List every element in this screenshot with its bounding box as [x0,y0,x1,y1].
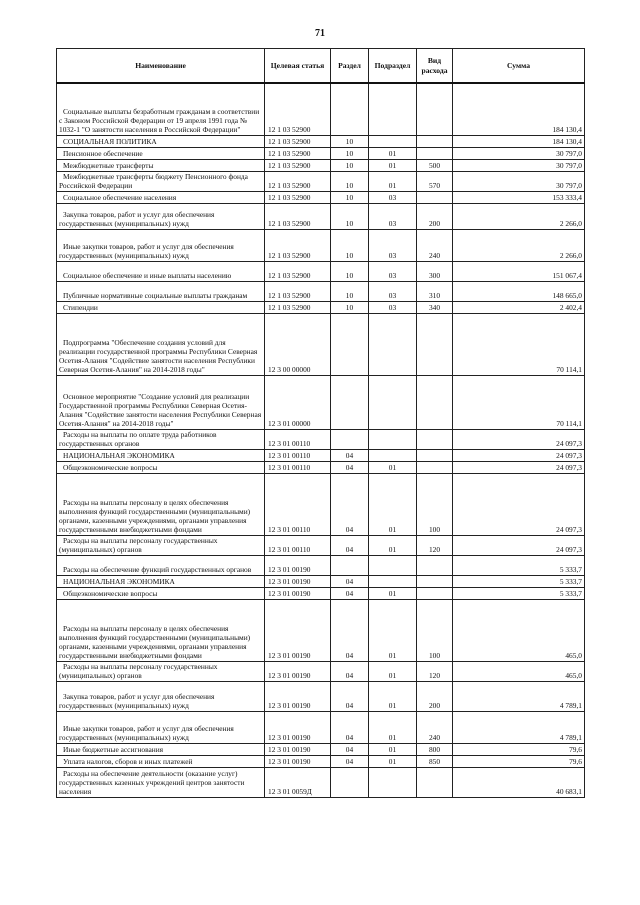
row-expense-kind: 240 [417,711,453,743]
row-subsection [369,375,417,429]
row-name: Подпрограмма "Обеспечение создания условий для реализации государственной программы Республики Северная Осетия-Алания "Содействие занятости населения Республики Северная Осетия-Алания" на 2014-2018 годы" [57,313,265,375]
row-section [331,555,369,575]
row-name: Общеэкономические вопросы [57,461,265,473]
table-row [57,261,585,281]
row-sum: 40 683,1 [453,767,585,797]
row-sum: 24 097,3 [453,449,585,461]
table-row [57,83,585,135]
row-subsection [369,575,417,587]
row-name: Социальные выплаты безработным гражданам в соответствии с Законом Российской Федерации от 19 апреля 1991 года № 1032-1 "О занятости населения в Российской Федерации" [57,83,265,135]
row-section: 04 [331,661,369,681]
row-expense-kind: 120 [417,535,453,555]
row-target-article: 12 3 01 00190 [265,711,331,743]
row-subsection: 01 [369,711,417,743]
row-sum: 30 797,0 [453,171,585,191]
row-sum: 24 097,3 [453,535,585,555]
row-target-article: 12 3 01 00190 [265,661,331,681]
row-sum: 5 333,7 [453,555,585,575]
table-body [57,83,585,797]
row-section: 10 [331,261,369,281]
row-section: 04 [331,473,369,535]
row-section: 04 [331,587,369,599]
row-sum: 2 266,0 [453,203,585,229]
row-sum: 151 067,4 [453,261,585,281]
row-sum: 184 130,4 [453,83,585,135]
row-target-article: 12 1 03 52900 [265,301,331,313]
row-expense-kind [417,587,453,599]
row-target-article: 12 3 01 00110 [265,449,331,461]
row-target-article: 12 3 01 00190 [265,599,331,661]
row-section: 10 [331,135,369,147]
row-sum: 2 402,4 [453,301,585,313]
row-subsection: 01 [369,473,417,535]
row-target-article: 12 1 03 52900 [265,171,331,191]
row-section: 04 [331,755,369,767]
row-expense-kind [417,313,453,375]
row-subsection: 03 [369,281,417,301]
row-name: СОЦИАЛЬНАЯ ПОЛИТИКА [57,135,265,147]
row-name: Иные бюджетные ассигнования [57,743,265,755]
row-sum: 24 097,3 [453,473,585,535]
row-name: Расходы на обеспечение деятельности (оказание услуг) государственных казенных учреждений центров занятости населения [57,767,265,797]
table-row [57,555,585,575]
row-target-article: 12 1 03 52900 [265,135,331,147]
table-row [57,755,585,767]
row-sum: 79,6 [453,743,585,755]
row-name: Закупка товаров, работ и услуг для обеспечения государственных (муниципальных) нужд [57,681,265,711]
row-target-article: 12 1 03 52900 [265,83,331,135]
row-section: 10 [331,159,369,171]
header-name: Наименование [57,49,265,84]
table-row [57,575,585,587]
row-name: Расходы на выплаты по оплате труда работников государственных органов [57,429,265,449]
table-row [57,313,585,375]
row-expense-kind: 240 [417,229,453,261]
row-expense-kind: 200 [417,681,453,711]
table-row [57,473,585,535]
row-target-article: 12 3 01 00190 [265,587,331,599]
row-subsection: 01 [369,681,417,711]
row-target-article: 12 3 01 00110 [265,429,331,449]
header-target-article: Целевая статья [265,49,331,84]
row-expense-kind [417,191,453,203]
table-row [57,429,585,449]
row-target-article: 12 1 03 52900 [265,203,331,229]
row-section [331,313,369,375]
row-sum: 30 797,0 [453,147,585,159]
row-target-article: 12 3 01 00190 [265,755,331,767]
row-section: 10 [331,191,369,203]
row-expense-kind [417,83,453,135]
table-row [57,281,585,301]
table-row [57,743,585,755]
row-section: 04 [331,743,369,755]
row-sum: 79,6 [453,755,585,767]
budget-table [56,48,585,798]
row-subsection [369,135,417,147]
row-name: Уплата налогов, сборов и иных платежей [57,755,265,767]
table-row [57,711,585,743]
row-name: Пенсионное обеспечение [57,147,265,159]
row-section: 10 [331,203,369,229]
header-sum: Сумма [453,49,585,84]
row-expense-kind [417,461,453,473]
row-section: 04 [331,711,369,743]
row-expense-kind [417,147,453,159]
row-expense-kind: 100 [417,473,453,535]
table-row [57,587,585,599]
row-section [331,83,369,135]
row-subsection: 03 [369,203,417,229]
row-section: 04 [331,461,369,473]
row-subsection: 01 [369,535,417,555]
row-expense-kind [417,449,453,461]
row-name: НАЦИОНАЛЬНАЯ ЭКОНОМИКА [57,575,265,587]
row-subsection [369,767,417,797]
row-target-article: 12 1 03 52900 [265,159,331,171]
row-expense-kind [417,429,453,449]
row-section: 10 [331,171,369,191]
row-section: 04 [331,535,369,555]
row-expense-kind [417,575,453,587]
row-expense-kind [417,135,453,147]
row-name: Общеэкономические вопросы [57,587,265,599]
row-subsection: 01 [369,599,417,661]
table-row [57,767,585,797]
table-row [57,159,585,171]
table-row [57,535,585,555]
row-sum: 24 097,3 [453,461,585,473]
row-sum: 465,0 [453,599,585,661]
row-subsection: 03 [369,301,417,313]
row-target-article: 12 1 03 52900 [265,229,331,261]
row-target-article: 12 3 01 0059Д [265,767,331,797]
row-name: Социальное обеспечение населения [57,191,265,203]
row-target-article: 12 1 03 52900 [265,261,331,281]
row-expense-kind: 310 [417,281,453,301]
table-row [57,681,585,711]
row-expense-kind: 800 [417,743,453,755]
row-sum: 148 665,0 [453,281,585,301]
row-sum: 465,0 [453,661,585,681]
row-target-article: 12 3 01 00110 [265,535,331,555]
row-name: Межбюджетные трансферты бюджету Пенсионного фонда Российской Федерации [57,171,265,191]
row-subsection [369,449,417,461]
row-section: 10 [331,281,369,301]
row-name: Расходы на выплаты персоналу государственных (муниципальных) органов [57,535,265,555]
row-sum: 70 114,1 [453,313,585,375]
row-subsection: 01 [369,587,417,599]
row-section: 10 [331,229,369,261]
table-row [57,301,585,313]
row-subsection: 01 [369,461,417,473]
table-row [57,147,585,159]
page-number: 71 [315,28,325,39]
row-expense-kind: 850 [417,755,453,767]
row-sum: 184 130,4 [453,135,585,147]
row-sum: 4 789,1 [453,681,585,711]
row-expense-kind [417,767,453,797]
row-name: Закупка товаров, работ и услуг для обеспечения государственных (муниципальных) нужд [57,203,265,229]
row-name: Социальное обеспечение и иные выплаты населению [57,261,265,281]
row-name: Стипендии [57,301,265,313]
row-name: Расходы на выплаты персоналу в целях обеспечения выполнения функций государственными (муниципальными) органами, казенными учреждениями, органами управления государственными внебюджетными фондами [57,473,265,535]
row-section: 04 [331,449,369,461]
row-sum: 30 797,0 [453,159,585,171]
row-subsection: 01 [369,755,417,767]
table-row [57,191,585,203]
row-subsection [369,313,417,375]
table-row [57,449,585,461]
row-expense-kind: 120 [417,661,453,681]
row-subsection: 01 [369,171,417,191]
row-target-article: 12 3 01 00190 [265,575,331,587]
table-row [57,203,585,229]
row-sum: 70 114,1 [453,375,585,429]
row-section [331,767,369,797]
row-section: 10 [331,301,369,313]
table-row [57,229,585,261]
row-subsection: 01 [369,743,417,755]
row-subsection [369,429,417,449]
row-target-article: 12 3 01 00190 [265,743,331,755]
row-sum: 2 266,0 [453,229,585,261]
row-sum: 5 333,7 [453,575,585,587]
row-expense-kind [417,375,453,429]
table-header-row [57,49,585,84]
row-sum: 4 789,1 [453,711,585,743]
row-name: Иные закупки товаров, работ и услуг для обеспечения государственных (муниципальных) нужд [57,711,265,743]
row-name: Публичные нормативные социальные выплаты гражданам [57,281,265,301]
row-subsection: 01 [369,159,417,171]
row-target-article: 12 3 01 00190 [265,555,331,575]
row-name: НАЦИОНАЛЬНАЯ ЭКОНОМИКА [57,449,265,461]
row-expense-kind: 100 [417,599,453,661]
row-target-article: 12 1 03 52900 [265,147,331,159]
row-section: 04 [331,681,369,711]
row-subsection [369,83,417,135]
row-target-article: 12 3 01 00110 [265,461,331,473]
row-expense-kind [417,555,453,575]
row-subsection: 01 [369,147,417,159]
row-section: 10 [331,147,369,159]
table-row [57,461,585,473]
row-expense-kind: 200 [417,203,453,229]
row-target-article: 12 1 03 52900 [265,281,331,301]
table-row [57,599,585,661]
row-sum: 24 097,3 [453,429,585,449]
row-name: Расходы на выплаты персоналу государственных (муниципальных) органов [57,661,265,681]
row-target-article: 12 1 03 52900 [265,191,331,203]
row-sum: 5 333,7 [453,587,585,599]
row-subsection: 03 [369,191,417,203]
row-section: 04 [331,599,369,661]
header-section: Раздел [331,49,369,84]
row-name: Расходы на выплаты персоналу в целях обеспечения выполнения функций государственными (муниципальными) органами, казенными учреждениями, органами управления государственными внебюджетными фондами [57,599,265,661]
row-subsection: 03 [369,229,417,261]
row-sum: 153 333,4 [453,191,585,203]
row-subsection [369,555,417,575]
row-target-article: 12 3 01 00000 [265,375,331,429]
row-section [331,429,369,449]
row-expense-kind: 300 [417,261,453,281]
row-target-article: 12 3 01 00110 [265,473,331,535]
table-row [57,171,585,191]
row-name: Иные закупки товаров, работ и услуг для обеспечения государственных (муниципальных) нужд [57,229,265,261]
row-section: 04 [331,575,369,587]
table-row [57,661,585,681]
row-expense-kind: 570 [417,171,453,191]
row-target-article: 12 3 00 00000 [265,313,331,375]
table-row [57,135,585,147]
row-subsection: 01 [369,661,417,681]
header-subsection: Подраздел [369,49,417,84]
row-target-article: 12 3 01 00190 [265,681,331,711]
row-expense-kind: 500 [417,159,453,171]
table-row [57,375,585,429]
row-subsection: 03 [369,261,417,281]
row-name: Расходы на обеспечение функций государственных органов [57,555,265,575]
row-expense-kind: 340 [417,301,453,313]
row-name: Межбюджетные трансферты [57,159,265,171]
row-section [331,375,369,429]
row-name: Основное мероприятие "Создание условий для реализации Государственной программы Республики Северная Осетия-Алания "Содействие занятости населения Республики Северная Осетия-Алания" на 2014-2018 годы" [57,375,265,429]
header-expense-kind: Вид расхода [417,49,453,84]
